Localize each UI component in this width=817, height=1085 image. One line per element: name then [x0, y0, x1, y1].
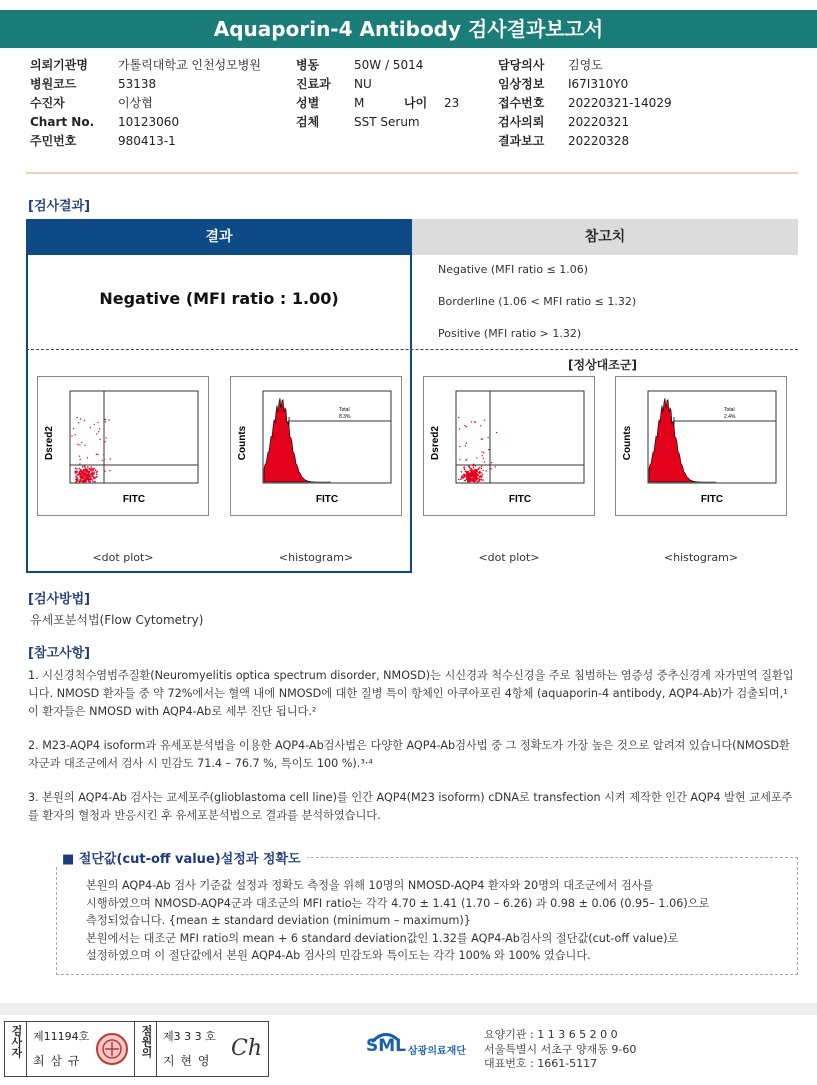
dot-point: [105, 419, 106, 420]
dot-point: [481, 472, 482, 473]
dot-point: [459, 428, 460, 429]
dot-point: [78, 422, 79, 423]
footer-band: [0, 1003, 817, 1015]
dot-point: [466, 426, 467, 427]
dot-point: [90, 427, 91, 428]
dot-point: [482, 438, 483, 439]
dot-point: [89, 481, 91, 483]
dot-point: [471, 476, 473, 478]
dot-point: [483, 452, 484, 453]
dot-point: [91, 471, 93, 473]
x-axis-label: FITC: [315, 494, 339, 505]
examiner-no: 제11194호: [33, 1030, 90, 1043]
histogram-svg: [231, 377, 401, 515]
dot-point: [482, 479, 484, 481]
signature-mark: Ch: [231, 1036, 263, 1061]
dot-point: [84, 481, 86, 483]
dot-point: [82, 473, 83, 474]
examiner-name: 최 삼 규: [33, 1054, 81, 1068]
dot-point: [91, 473, 93, 475]
dot-point: [476, 481, 478, 483]
dot-point: [88, 471, 90, 473]
dot-point: [88, 480, 90, 482]
dot-point: [491, 468, 492, 469]
dot-point: [482, 474, 484, 476]
value-chart-no: 10123060: [118, 115, 180, 129]
sml-logo-text: SML: [366, 1036, 406, 1056]
value-sex: M: [354, 96, 365, 110]
cutoff-line: 설정하였으며 이 절단값에서 본원 AQP4-Ab 검사의 민감도와 특이도는 각각 100% 와 100% 였습니다.: [86, 949, 591, 962]
x-axis-label: FITC: [700, 494, 724, 505]
dot-point: [75, 470, 77, 472]
dot-point: [482, 470, 483, 471]
examiner-label-cell: [5, 1022, 27, 1076]
dot-point: [75, 434, 76, 435]
dot-point: [96, 473, 98, 475]
dot-point: [95, 469, 97, 471]
dot-point: [464, 425, 465, 426]
dot-point: [491, 462, 492, 463]
info-col2: [296, 56, 459, 132]
note-2: 2. M23-AQP4 isoform과 유세포분석법을 이용한 AQP4-Ab검사법은 다양한 AQP4-Ab검사법 중 그 정확도가 가장 높은 것으로 알려져 있습니다(NMOSD환자군과 대조군에서 검사 시 민감도 71.4 – 76.7 %, 특이도 100 %).³·⁴: [28, 739, 790, 770]
dot-point: [93, 476, 95, 478]
dot-point: [475, 422, 476, 423]
dot-point: [476, 457, 477, 458]
dot-point: [75, 475, 77, 477]
dot-plot-svg: [424, 377, 594, 515]
dot-point: [479, 479, 481, 481]
dot-point: [478, 468, 480, 470]
pathologist-label-cell: [135, 1022, 157, 1076]
footer-address: [484, 1028, 636, 1072]
y-axis-label: Counts: [237, 425, 248, 461]
dot-point: [488, 449, 489, 450]
dot-point: [478, 472, 479, 473]
dot-point: [108, 419, 109, 420]
info-col1: [30, 56, 261, 151]
dot-point: [84, 445, 85, 446]
dot-point: [90, 470, 92, 472]
dot-point: [459, 446, 460, 447]
dot-point: [89, 474, 91, 476]
dot-point: [94, 424, 95, 425]
dot-point: [478, 480, 480, 482]
dot-point: [473, 467, 475, 469]
dot-point: [80, 474, 82, 476]
dot-point: [471, 478, 473, 480]
dot-point: [71, 435, 72, 436]
dot-point: [76, 477, 78, 479]
dot-point: [466, 476, 468, 478]
dot-point: [468, 477, 470, 479]
dot-point: [84, 466, 86, 468]
dot-point: [466, 478, 468, 480]
dot-point: [77, 444, 78, 445]
dot-point: [470, 480, 472, 482]
dot-point: [485, 470, 486, 471]
total-percent: 2.4%: [724, 414, 736, 420]
dot-point: [466, 443, 467, 444]
total-label: Total: [724, 407, 735, 413]
dot-point: [105, 441, 106, 442]
dot-point: [488, 437, 489, 438]
cutoff-title: ■ 절단값(cut-off value)설정과 정확도: [56, 848, 307, 867]
dot-point: [496, 432, 497, 433]
dot-point: [461, 471, 463, 473]
total-label: Total: [339, 407, 350, 413]
dot-point: [82, 480, 84, 482]
section-notes-heading: [참고사항]: [28, 646, 91, 661]
dot-point: [478, 474, 480, 476]
dot-point: [96, 472, 97, 473]
address-line: 서울특별시 서초구 양재동 9-60: [484, 1042, 637, 1056]
dot-point: [478, 476, 480, 478]
dot-point: [92, 481, 94, 483]
dot-point: [474, 477, 476, 479]
y-axis-label: Dsred2: [430, 426, 441, 460]
dot-point: [80, 418, 81, 419]
dot-point: [81, 470, 82, 471]
value-hospital-code: 53138: [118, 77, 157, 91]
dot-point: [475, 465, 476, 466]
pathologist-label: 점원의: [140, 1025, 153, 1058]
dot-point: [75, 468, 77, 470]
dot-point: [84, 473, 86, 475]
dot-point: [469, 474, 471, 476]
dot-point: [473, 473, 474, 474]
section-result-heading: [검사결과]: [28, 199, 91, 214]
dot-point: [93, 468, 95, 470]
dot-point: [468, 472, 470, 474]
dot-point: [87, 457, 88, 458]
pathologist-no: 제3 3 3 호: [163, 1030, 216, 1043]
dot-point: [86, 478, 88, 480]
label-sex: 성별: [296, 96, 320, 110]
pathologist-name: 지 현 영: [163, 1054, 211, 1068]
dot-point: [106, 437, 107, 438]
dot-point: [479, 467, 480, 468]
dot-point: [473, 471, 475, 473]
reference-header: 참고치: [412, 219, 798, 255]
cutoff-line: 본원에서는 대조군 MFI ratio의 mean + 6 standard deviation값인 1.32를 AQP4-Ab검사의 절단값(cut-off value)로: [86, 931, 679, 945]
ref-negative: Negative (MFI ratio ≤ 1.06): [438, 263, 589, 276]
cutoff-line: 시행하였으며 NMOSD-AQP4군과 대조군의 MFI ratio는 각각 4.70 ± 1.41 (1.70 – 6.26) 과 0.98 ± 0.06 (0.95– 1.06)으로: [86, 896, 710, 910]
address-line: 요양기관 : 1 1 3 6 5 2 0 0: [484, 1028, 618, 1041]
dot-point: [79, 463, 80, 464]
control-dot-plot: [423, 376, 595, 516]
dot-point: [104, 471, 105, 472]
cutoff-line: 본원의 AQP4-Ab 검사 기준값 설정과 정확도 측정을 위해 10명의 NMOSD-AQP4 환자와 20명의 대조군에서 검사를: [86, 879, 654, 892]
dot-point: [460, 478, 462, 480]
dot-point: [473, 464, 474, 465]
dot-point: [467, 471, 469, 473]
label-age: 나이: [404, 96, 428, 110]
dot-point: [100, 439, 101, 440]
dot-point: [469, 467, 471, 469]
dot-point: [79, 471, 81, 473]
dot-point: [91, 468, 92, 469]
dot-point: [79, 468, 81, 470]
dot-point: [90, 476, 92, 478]
dot-point: [483, 458, 484, 459]
dot-point: [468, 476, 470, 478]
dot-point: [77, 474, 79, 476]
dot-point: [474, 469, 476, 471]
dot-point: [103, 454, 104, 455]
dot-point: [459, 459, 460, 460]
dot-point: [89, 468, 91, 470]
label-dept: 진료과: [296, 77, 331, 91]
label-clinical-info: 임상정보: [498, 77, 545, 91]
control-dot-caption: <dot plot>: [478, 551, 540, 564]
dot-point: [481, 479, 483, 481]
dot-point: [79, 444, 80, 445]
dot-point: [94, 481, 96, 483]
label-hospital: 의뢰기관명: [30, 58, 88, 72]
label-hospital-code: 병원코드: [30, 77, 77, 91]
examiner-cell: [27, 1022, 135, 1076]
value-clinical-info: I67I310Y0: [568, 77, 629, 91]
dot-point: [90, 466, 92, 468]
dot-point: [79, 456, 80, 457]
header-divider: [26, 172, 798, 174]
dot-point: [76, 417, 77, 418]
dot-point: [458, 479, 460, 481]
dot-point: [94, 478, 96, 480]
dot-point: [79, 473, 81, 475]
dot-point: [474, 480, 476, 482]
dot-point: [471, 474, 473, 476]
label-report-date: 결과보고: [498, 134, 545, 148]
dot-point: [110, 458, 111, 459]
dot-point: [482, 455, 483, 456]
y-axis-label: Counts: [622, 425, 633, 461]
signature-box: [4, 1021, 269, 1077]
dot-point: [84, 420, 85, 421]
result-divider-dashed: [26, 349, 798, 350]
dot-point: [466, 459, 467, 460]
value-dept: NU: [354, 77, 372, 91]
value-age: 23: [444, 96, 460, 110]
dot-point: [82, 466, 84, 468]
dot-point: [466, 471, 468, 473]
y-axis-label: Dsred2: [44, 426, 55, 460]
dot-point: [96, 433, 97, 434]
dot-point: [484, 461, 485, 462]
cutoff-line: 측정되었습니다. {mean ± standard deviation (minimum – maximum)}: [86, 914, 471, 927]
dot-point: [81, 478, 83, 480]
patient-histogram: [230, 376, 402, 516]
dot-point: [85, 469, 87, 471]
x-axis-label: FITC: [508, 494, 532, 505]
dot-point: [105, 421, 106, 422]
dot-point: [462, 475, 464, 477]
method-text: 유세포분석법(Flow Cytometry): [30, 613, 204, 627]
dot-point: [97, 454, 98, 455]
dot-point: [464, 476, 465, 477]
dot-point: [481, 468, 483, 470]
dot-point: [86, 475, 88, 477]
dot-point: [481, 451, 482, 452]
dot-point: [480, 475, 482, 477]
dot-point: [481, 466, 482, 467]
control-hist-caption: <histogram>: [663, 551, 739, 564]
dot-plot-svg: [38, 377, 208, 515]
examiner-label: 검사자: [10, 1025, 23, 1058]
value-doctor: 김영도: [568, 58, 603, 72]
dot-point: [102, 460, 103, 461]
dot-point: [464, 475, 465, 476]
address-line: 대표번호 : 1661-5117: [484, 1057, 598, 1070]
x-axis-label: FITC: [122, 494, 146, 505]
patient-dot-caption: <dot plot>: [92, 551, 154, 564]
ref-positive: Positive (MFI ratio > 1.32): [438, 327, 582, 340]
value-request-date: 20220321: [568, 115, 630, 129]
dot-point: [472, 481, 474, 483]
dot-point: [476, 478, 478, 480]
dot-point: [86, 480, 88, 482]
value-hospital: 가톨릭대학교 인천성모병원: [118, 58, 261, 72]
result-value: Negative (MFI ratio : 1.00): [99, 289, 339, 308]
control-group-label: [정상대조군]: [568, 358, 637, 372]
section-method-heading: [검사방법]: [28, 592, 91, 607]
dot-point: [476, 469, 478, 471]
dot-point: [475, 473, 477, 475]
dot-point: [99, 428, 100, 429]
info-col3: [498, 56, 672, 151]
label-chart-no: Chart No.: [30, 115, 95, 129]
dot-point: [495, 466, 496, 467]
note-3: 3. 본원의 AQP4-Ab 검사는 교세포주(glioblastoma cell line)를 인간 AQP4(M23 isoform) cDNA로 transfection 시켜 제작한 인간 AQP4 발현 교세포주를 환자의 혈청과 반응시킨 후 유세포분석법으로 결과를 분석하였습니다.: [28, 791, 793, 822]
dot-point: [96, 454, 97, 455]
dot-point: [484, 420, 485, 421]
dot-point: [461, 477, 463, 479]
label-receipt-no: 접수번호: [498, 96, 545, 110]
dot-point: [481, 439, 482, 440]
histogram-svg: [616, 377, 786, 515]
report-title: Aquaporin-4 Antibody 검사결과보고서: [0, 10, 817, 48]
dot-point: [96, 476, 97, 477]
dot-point: [75, 481, 77, 483]
value-resident-no: 980413-1: [118, 134, 176, 148]
dot-point: [469, 478, 471, 480]
value-receipt-no: 20220321-14029: [568, 96, 672, 110]
dot-point: [97, 422, 98, 423]
control-histogram: [615, 376, 787, 516]
value-specimen: SST Serum: [354, 115, 420, 129]
total-percent: 8.3%: [339, 414, 351, 420]
dot-point: [464, 480, 466, 482]
dot-point: [81, 442, 82, 443]
pathologist-cell: [157, 1022, 269, 1076]
seal-icon: [95, 1032, 129, 1066]
dot-point: [471, 421, 472, 422]
dot-point: [480, 425, 481, 426]
dot-point: [73, 428, 74, 429]
dot-point: [463, 467, 465, 469]
dot-point: [480, 477, 482, 479]
dot-point: [84, 478, 86, 480]
ref-borderline: Borderline (1.06 < MFI ratio ≤ 1.32): [438, 295, 637, 308]
label-patient: 수진자: [30, 96, 65, 110]
dot-point: [80, 459, 81, 460]
dot-point: [79, 479, 81, 481]
dot-point: [104, 459, 105, 460]
dot-point: [87, 466, 89, 468]
dot-point: [88, 479, 90, 481]
dot-point: [92, 475, 94, 477]
dot-point: [458, 417, 459, 418]
value-report-date: 20220328: [568, 134, 630, 148]
label-ward: 병동: [296, 58, 320, 72]
label-doctor: 담당의사: [498, 58, 545, 72]
value-patient: 이상협: [118, 96, 153, 110]
dot-point: [477, 470, 479, 472]
dot-point: [98, 431, 99, 432]
label-resident-no: 주민번호: [30, 134, 77, 148]
dot-point: [109, 470, 110, 471]
dot-point: [90, 479, 92, 481]
value-ward: 50W / 5014: [354, 58, 424, 72]
cutoff-text: [86, 877, 786, 965]
label-request-date: 검사의뢰: [498, 115, 545, 129]
label-specimen: 검체: [296, 115, 320, 129]
result-header: 결과: [26, 219, 412, 255]
org-name: 삼광의료재단: [408, 1046, 466, 1057]
dot-point: [468, 480, 470, 482]
dot-point: [94, 471, 96, 473]
dot-point: [465, 445, 466, 446]
dot-point: [474, 475, 476, 477]
patient-hist-caption: <histogram>: [278, 551, 354, 564]
dot-point: [464, 469, 466, 471]
note-1: 1. 시신경척수염범주질환(Neuromyelitis optica spectrum disorder, NMOSD)는 시신경과 척수신경을 주로 침범하는 염증성 중추신경계 자가면역 질환입니다. NMOSD 환자들 중 약 72%에서는 혈액 내에 NMOSD에 대한 질병 특이 항체인 아쿠아포린 4항체 (aquaporin-4 antibody, AQP4-Ab)가 검출되며,¹ 이 환자들은 NMOSD with AQP4-Ab로 세부 진단 됩니다.²: [28, 669, 794, 718]
patient-dot-plot: [37, 376, 209, 516]
dot-point: [75, 472, 77, 474]
